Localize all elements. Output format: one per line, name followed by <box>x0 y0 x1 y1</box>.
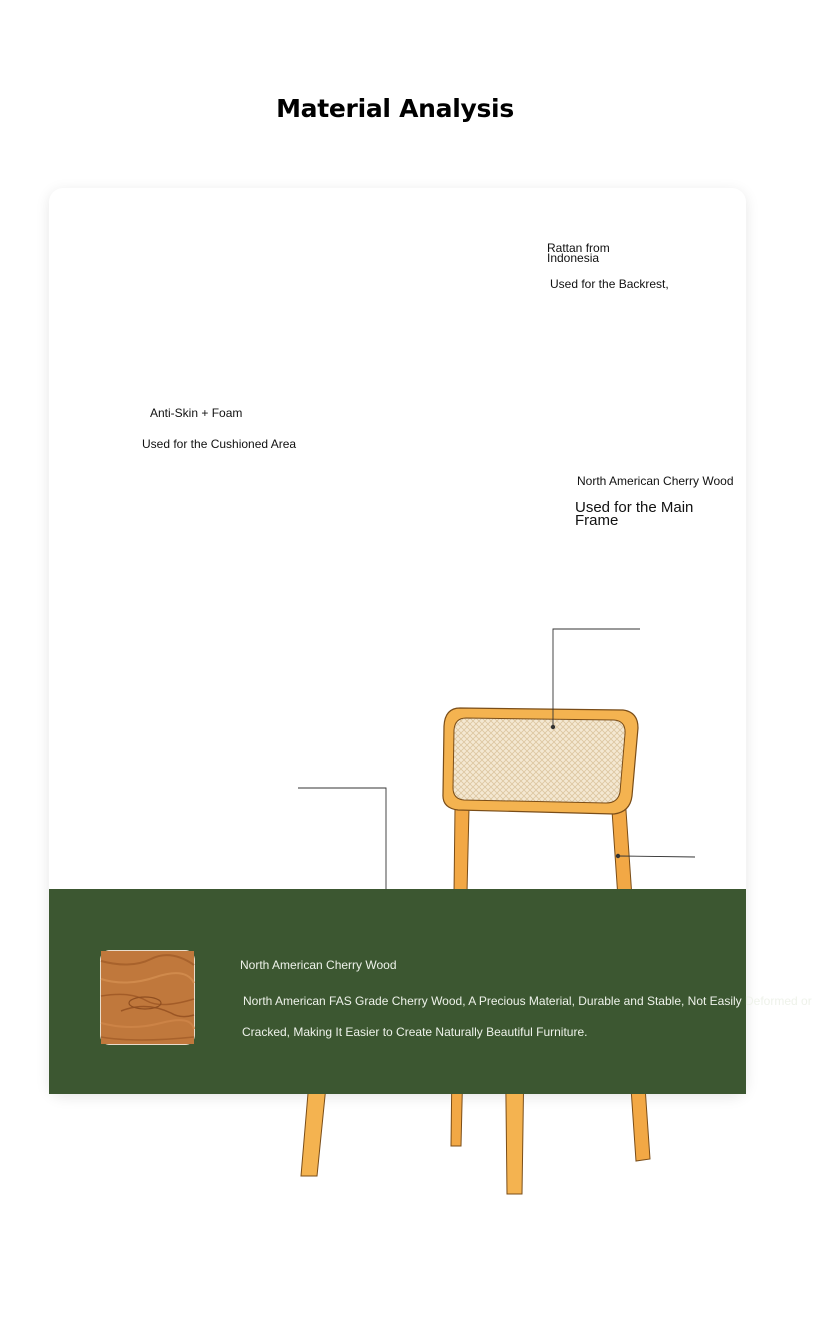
material-card <box>49 188 812 1094</box>
material-title: North American Cherry Wood <box>240 958 397 972</box>
callout-cherry-title: North American Cherry Wood <box>577 474 734 488</box>
callout-cherry-use-line2: Frame <box>575 512 619 529</box>
material-info-band <box>49 889 812 1094</box>
callout-foam-use: Used for the Cushioned Area <box>142 437 297 451</box>
material-description-line2: Cracked, Making It Easier to Create Naturally Beautiful Furniture. <box>242 1025 588 1039</box>
page-title: Material Analysis <box>276 94 514 123</box>
material-description-line1: North American FAS Grade Cherry Wood, A Precious Material, Durable and Stable, Not Easily Deformed or <box>243 994 812 1008</box>
callout-rattan-title-line1: Rattan from <box>547 241 610 255</box>
callout-foam-title: Anti-Skin + Foam <box>150 406 243 420</box>
callout-cherry-use-line1: Used for the Main <box>575 499 694 516</box>
callout-rattan-use: Used for the Backrest, <box>550 277 669 291</box>
chair-illustration <box>49 188 839 1326</box>
callout-rattan-title-line2: Indonesia <box>547 251 600 265</box>
cherry-wood-swatch-icon <box>100 950 195 1045</box>
